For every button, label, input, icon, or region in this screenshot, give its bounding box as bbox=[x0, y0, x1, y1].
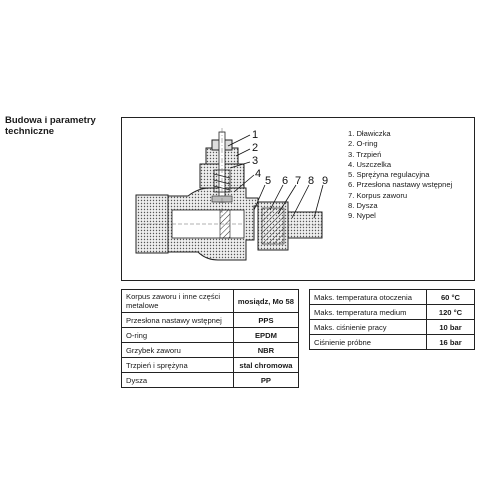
material-label: Dysza bbox=[122, 373, 234, 388]
table-row bbox=[310, 320, 475, 335]
parameter-label: Maks. temperatura medium bbox=[310, 305, 427, 320]
callout-6: 6 bbox=[282, 175, 289, 187]
legend-item: 3. Trzpień bbox=[348, 149, 382, 159]
parameter-value: 16 bar bbox=[427, 335, 475, 350]
material-label: Przesłona nastawy wstępnej bbox=[122, 313, 234, 328]
material-label: Korpus zaworu i inne części metalowe bbox=[122, 290, 234, 313]
union-nut bbox=[258, 202, 288, 250]
parameter-label: Ciśnienie próbne bbox=[310, 335, 427, 350]
parameter-value: 10 bar bbox=[427, 320, 475, 335]
table-row bbox=[310, 335, 475, 350]
legend-item: 1. Dławiczka bbox=[348, 129, 391, 138]
legend-item: 4. Uszczelka bbox=[348, 159, 392, 169]
callout-9: 9 bbox=[322, 175, 329, 187]
material-value: EPDM bbox=[233, 328, 298, 343]
parameter-label: Maks. temperatura otoczenia bbox=[310, 290, 427, 305]
legend-item: 9. Nypel bbox=[348, 211, 376, 221]
parameter-label: Maks. ciśnienie pracy bbox=[310, 320, 427, 335]
callout-7: 7 bbox=[295, 175, 302, 187]
valve-diagram-frame bbox=[121, 117, 475, 281]
table-row bbox=[122, 343, 299, 358]
material-value: stal chromowa bbox=[233, 358, 298, 373]
material-label: Grzybek zaworu bbox=[122, 343, 234, 358]
inlet-thread bbox=[136, 195, 168, 253]
material-value: PP bbox=[233, 373, 298, 388]
table-row bbox=[122, 328, 299, 343]
table-row bbox=[122, 373, 299, 388]
parameter-value: 120 °C bbox=[427, 305, 475, 320]
table-row bbox=[122, 313, 299, 328]
parameters-table bbox=[309, 289, 475, 350]
callout-4: 4 bbox=[255, 168, 262, 180]
parts-legend bbox=[348, 129, 452, 222]
callout-8: 8 bbox=[308, 175, 315, 187]
legend-item: 2. O-ring bbox=[348, 139, 378, 149]
legend-item: 8. Dysza bbox=[348, 201, 378, 211]
table-row bbox=[310, 305, 475, 320]
material-label: O-ring bbox=[122, 328, 234, 343]
table-row bbox=[122, 358, 299, 373]
callout-2: 2 bbox=[252, 142, 259, 154]
material-label: Trzpień i sprężyna bbox=[122, 358, 234, 373]
callout-3: 3 bbox=[252, 155, 259, 167]
legend-item: 5. Sprężyna regulacyjna bbox=[348, 170, 430, 180]
legend-item: 7. Korpus zaworu bbox=[348, 190, 408, 200]
callout-5: 5 bbox=[265, 175, 272, 187]
legend-item: 6. Przesłona nastawy wstępnej bbox=[348, 180, 453, 190]
section-title: Budowa i parametry techniczne bbox=[5, 115, 96, 137]
parameter-value: 60 °C bbox=[427, 290, 475, 305]
materials-table bbox=[121, 289, 299, 388]
callout-numbers bbox=[252, 129, 328, 187]
material-value: PPS bbox=[233, 313, 298, 328]
table-row bbox=[310, 290, 475, 305]
material-value: NBR bbox=[233, 343, 298, 358]
material-value: mosiądz, Mo 58 bbox=[233, 290, 298, 313]
table-row bbox=[122, 290, 299, 313]
callout-1: 1 bbox=[252, 129, 259, 141]
